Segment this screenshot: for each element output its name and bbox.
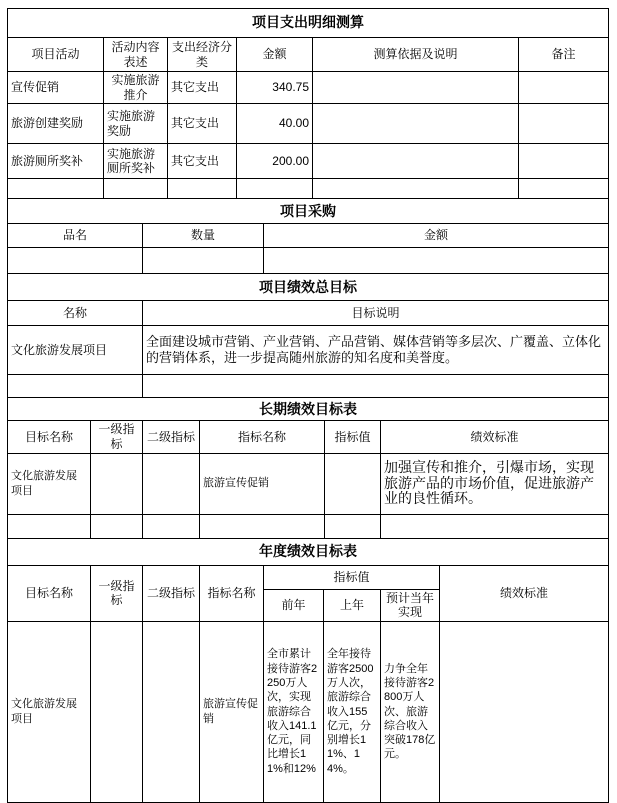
- cell-expense-class: 其它支出: [168, 104, 237, 144]
- cell-amount: 200.00: [237, 144, 313, 179]
- cell-empty: [8, 514, 91, 538]
- cell-empty: [143, 248, 264, 274]
- cell-amount: 340.75: [237, 72, 313, 104]
- cell-remark: [519, 72, 609, 104]
- cell-activity-desc: 实施旅游厕所奖补: [104, 144, 168, 179]
- cell-empty: [168, 179, 237, 199]
- cell-level2: [143, 453, 200, 514]
- column-header-standard: 绩效标准: [381, 421, 609, 453]
- cell-expense-class: 其它支出: [168, 144, 237, 179]
- cell-amount: 40.00: [237, 104, 313, 144]
- cell-empty: [143, 514, 200, 538]
- cell-empty: [143, 375, 609, 398]
- section-title-overall-goal: 项目绩效总目标: [8, 274, 609, 301]
- cell-prev-year-value: 全年接待游客2500万人次，旅游综合收入155亿元，分别增长11%、14%。: [324, 621, 381, 802]
- column-header-activity: 项目活动: [8, 38, 104, 72]
- cell-level1: [91, 621, 143, 802]
- column-header-basis: 测算依据及说明: [313, 38, 519, 72]
- cell-empty: [519, 179, 609, 199]
- column-header-amount: 金额: [264, 224, 609, 248]
- column-header-item-name: 品名: [8, 224, 143, 248]
- column-header-amount: 金额: [237, 38, 313, 72]
- table-row: [8, 144, 609, 179]
- cell-current-year-est-value: 力争全年接待游客2800万人次、旅游综合收入突破178亿元。: [381, 621, 440, 802]
- cell-empty: [200, 514, 325, 538]
- expenditure-table: [7, 8, 609, 199]
- cell-goal-name: 文化旅游发展项目: [8, 621, 91, 802]
- column-header-activity-desc: 活动内容表述: [104, 38, 168, 72]
- cell-empty: [381, 514, 609, 538]
- cell-remark: [519, 104, 609, 144]
- cell-standard: [440, 621, 609, 802]
- longterm-goal-table: [7, 397, 609, 538]
- cell-empty: [91, 514, 143, 538]
- column-header-indicator-value-group: 指标值: [264, 565, 440, 589]
- annual-goal-table: [7, 538, 609, 803]
- cell-empty: [237, 179, 313, 199]
- table-row: [8, 621, 609, 802]
- overall-goal-table: [7, 273, 609, 398]
- table-row-empty: [8, 248, 609, 274]
- table-row: [8, 326, 609, 375]
- cell-standard: 加强宣传和推介，引爆市场，实现旅游产品的市场价值，促进旅游产业的良性循环。: [381, 453, 609, 514]
- cell-empty: [8, 179, 104, 199]
- column-header-remark: 备注: [519, 38, 609, 72]
- cell-indicator-name: 旅游宣传促销: [200, 453, 325, 514]
- column-header-prev2-year: 前年: [264, 589, 324, 621]
- column-header-level2: 二级指标: [143, 421, 200, 453]
- column-header-prev-year: 上年: [324, 589, 381, 621]
- budget-document: [7, 8, 608, 803]
- cell-indicator-name: 旅游宣传促销: [200, 621, 264, 802]
- cell-basis: [313, 104, 519, 144]
- section-title-procurement: 项目采购: [8, 199, 609, 224]
- table-row: [8, 72, 609, 104]
- cell-empty: [325, 514, 381, 538]
- cell-basis: [313, 72, 519, 104]
- cell-empty: [8, 248, 143, 274]
- cell-prev2-year-value: 全市累计接待游客2250万人次，实现旅游综合收入141.1亿元，同比增长11%和12%: [264, 621, 324, 802]
- column-header-standard: 绩效标准: [440, 565, 609, 621]
- column-header-goal-name: 目标名称: [8, 565, 91, 621]
- table-row-empty: [8, 514, 609, 538]
- table-row: [8, 453, 609, 514]
- cell-goal-name: 文化旅游发展项目: [8, 453, 91, 514]
- cell-activity: 旅游创建奖励: [8, 104, 104, 144]
- column-header-level2: 二级指标: [143, 565, 200, 621]
- cell-empty: [264, 248, 609, 274]
- cell-empty: [8, 375, 143, 398]
- column-header-level1: 一级指标: [91, 565, 143, 621]
- cell-level2: [143, 621, 200, 802]
- section-title-annual: 年度绩效目标表: [8, 538, 609, 565]
- cell-activity-desc: 实施旅游奖励: [104, 104, 168, 144]
- column-header-quantity: 数量: [143, 224, 264, 248]
- cell-level1: [91, 453, 143, 514]
- column-header-goal-name: 目标名称: [8, 421, 91, 453]
- cell-activity: 旅游厕所奖补: [8, 144, 104, 179]
- cell-indicator-value: [325, 453, 381, 514]
- cell-activity: 宣传促销: [8, 72, 104, 104]
- section-title-expenditure: 项目支出明细测算: [8, 9, 609, 38]
- cell-empty: [313, 179, 519, 199]
- cell-empty: [104, 179, 168, 199]
- table-row-empty: [8, 375, 609, 398]
- column-header-level1: 一级指标: [91, 421, 143, 453]
- column-header-expense-class: 支出经济分类: [168, 38, 237, 72]
- cell-remark: [519, 144, 609, 179]
- cell-basis: [313, 144, 519, 179]
- procurement-table: [7, 198, 609, 274]
- table-row-empty: [8, 179, 609, 199]
- table-row: [8, 104, 609, 144]
- cell-activity-desc: 实施旅游推介: [104, 72, 168, 104]
- cell-project-name: 文化旅游发展项目: [8, 326, 143, 375]
- column-header-name: 名称: [8, 301, 143, 326]
- cell-goal-description: 全面建设城市营销、产业营销、产品营销、媒体营销等多层次、广覆盖、立体化的营销体系，进一步提高随州旅游的知名度和美誉度。: [143, 326, 609, 375]
- column-header-goal-desc: 目标说明: [143, 301, 609, 326]
- cell-expense-class: 其它支出: [168, 72, 237, 104]
- column-header-indicator-name: 指标名称: [200, 565, 264, 621]
- column-header-indicator-name: 指标名称: [200, 421, 325, 453]
- column-header-current-year-est: 预计当年实现: [381, 589, 440, 621]
- column-header-indicator-value: 指标值: [325, 421, 381, 453]
- section-title-longterm: 长期绩效目标表: [8, 398, 609, 421]
